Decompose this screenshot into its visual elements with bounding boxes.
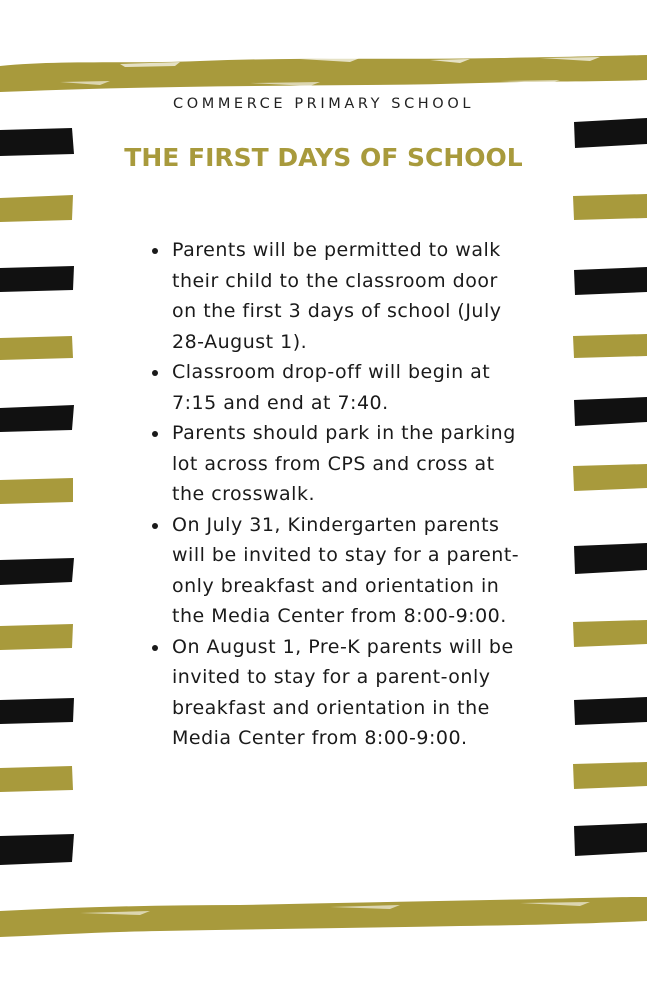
list-item: Parents will be permitted to walk their child to the classroom door on the first 3 days of school (July 28-August 1). (172, 235, 522, 357)
bottom-gold-brush-stroke (0, 893, 647, 939)
left-stripes (0, 120, 75, 880)
bullet-list (172, 235, 522, 754)
school-name: COMMERCE PRIMARY SCHOOL (172, 96, 475, 112)
list-item: Classroom drop-off will begin at 7:15 and end at 7:40. (172, 357, 522, 418)
top-gold-brush-stroke (0, 52, 647, 96)
list-item: On July 31, Kindergarten parents will be invited to stay for a parent-only breakfast and orientation in the Media Center from 8:00-9:00. (172, 510, 522, 632)
list-item: Parents should park in the parking lot across from CPS and cross at the crosswalk. (172, 418, 522, 510)
right-stripes (572, 110, 647, 870)
list-item: On August 1, Pre-K parents will be invited to stay for a parent-only breakfast and orientation in the Media Center from 8:00-9:00. (172, 632, 522, 754)
page-title: THE FIRST DAYS OF SCHOOL (124, 143, 523, 172)
